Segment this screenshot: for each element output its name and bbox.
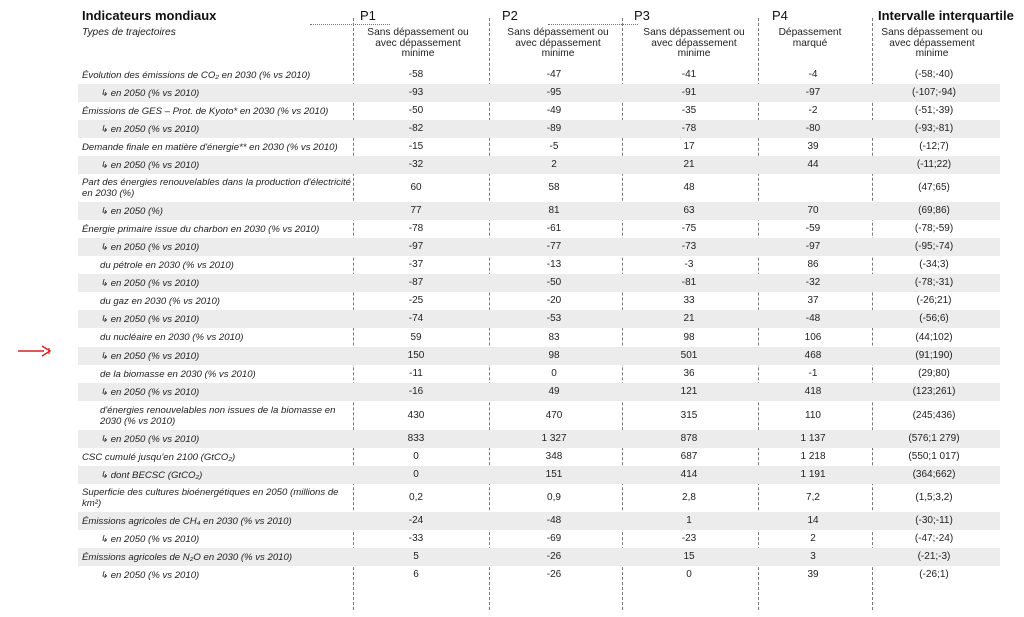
cell-p3: -35 xyxy=(681,105,697,116)
cell-p1: -82 xyxy=(408,123,424,134)
cell-p4: -97 xyxy=(805,87,821,98)
cell-p4: -2 xyxy=(808,105,818,116)
row-label: ↳ en 2050 (% vs 2010) xyxy=(100,433,200,445)
cell-iqr: (-30;-11) xyxy=(915,515,953,526)
cell-iqr: (-93;-81) xyxy=(914,123,954,134)
cell-iqr: (-56;6) xyxy=(919,313,949,324)
row-label: Émissions agricoles de CH₄ en 2030 (% vs 2010) xyxy=(82,515,292,527)
cell-iqr: (-107;-94) xyxy=(912,87,956,98)
cell-p3: 315 xyxy=(680,409,698,421)
row-label: ↳ en 2050 (% vs 2010) xyxy=(100,159,200,171)
cell-p3: 121 xyxy=(680,386,698,397)
cell-p1: -97 xyxy=(408,241,424,252)
col-header-iqr: Intervalle interquartile xyxy=(878,8,1014,23)
cell-iqr: (-78;-59) xyxy=(914,223,954,234)
cell-iqr: (123;261) xyxy=(912,386,956,397)
cell-iqr: (47;65) xyxy=(918,182,950,193)
indicator-table xyxy=(78,0,1022,617)
cell-p2: 0 xyxy=(551,368,557,379)
cell-p1: -87 xyxy=(408,277,424,288)
cell-p3: 63 xyxy=(683,205,695,216)
cell-p1: 59 xyxy=(410,331,422,343)
cell-p4: -80 xyxy=(805,123,821,134)
cell-p3: 33 xyxy=(683,295,695,306)
cell-p2: -69 xyxy=(546,533,562,544)
cell-p1: 0 xyxy=(413,469,419,480)
row-label: ↳ en 2050 (% vs 2010) xyxy=(100,123,200,135)
row-label: ↳ en 2050 (% vs 2010) xyxy=(100,386,200,398)
cell-p3: 21 xyxy=(683,159,695,170)
row-label: ↳ en 2050 (% vs 2010) xyxy=(100,87,200,99)
row-label: Énergie primaire issue du charbon en 2030 (% vs 2010) xyxy=(82,223,320,235)
cell-p3: 98 xyxy=(683,331,695,343)
cell-p2: -77 xyxy=(546,241,562,252)
cell-p3: 501 xyxy=(680,350,698,361)
cell-p3: 687 xyxy=(680,451,698,462)
cell-p3: -81 xyxy=(681,277,697,288)
cell-p2: 83 xyxy=(548,331,560,343)
cell-p2: -26 xyxy=(546,569,562,580)
cell-iqr: (91;190) xyxy=(915,350,953,361)
cell-p1: 77 xyxy=(410,205,422,216)
cell-p4: -32 xyxy=(805,277,821,288)
p4-subheader: Dépassement marqué xyxy=(778,27,842,49)
cell-iqr: (-34;3) xyxy=(919,259,949,270)
cell-p1: -74 xyxy=(408,313,424,324)
cell-p4: -97 xyxy=(805,241,821,252)
cell-p2: 58 xyxy=(548,182,560,193)
table-title: Indicateurs mondiaux xyxy=(82,8,217,23)
cell-p3: 17 xyxy=(683,141,695,152)
cell-p1: 150 xyxy=(407,350,425,361)
row-label: ↳ en 2050 (% vs 2010) xyxy=(100,533,200,545)
cell-p3: 21 xyxy=(683,313,695,324)
cell-p4: 37 xyxy=(807,295,819,306)
row-label: de la biomasse en 2030 (% vs 2010) xyxy=(100,368,256,380)
row-label: ↳ en 2050 (% vs 2010) xyxy=(100,569,200,581)
p1-subheader: Sans dépassement ou avec dépassement minime xyxy=(367,27,469,59)
cell-p2: 470 xyxy=(545,409,563,421)
cell-p1: -32 xyxy=(408,159,424,170)
cell-p3: -78 xyxy=(681,123,697,134)
cell-p3: 0 xyxy=(686,569,692,580)
cell-p3: 15 xyxy=(683,551,695,562)
cell-p2: 151 xyxy=(545,469,563,480)
cell-p4: -48 xyxy=(805,313,821,324)
cell-p3: 878 xyxy=(680,433,698,444)
row-label: ↳ en 2050 (%) xyxy=(100,205,163,217)
cell-iqr: (245;436) xyxy=(912,409,956,421)
cell-p2: -47 xyxy=(546,69,562,80)
cell-p4: -1 xyxy=(808,368,818,379)
cell-p4: 106 xyxy=(804,331,822,343)
cell-p3: -23 xyxy=(681,533,697,544)
cell-iqr: (-95;-74) xyxy=(914,241,954,252)
col-header-p4: P4 xyxy=(772,8,788,23)
cell-p4: 1 191 xyxy=(800,469,826,480)
cell-p1: -11 xyxy=(409,368,423,379)
row-label: Part des énergies renouvelables dans la production d'électricité en 2030 (%) xyxy=(82,177,352,199)
cell-p1: -33 xyxy=(408,533,424,544)
cell-p4: 7,2 xyxy=(806,492,820,503)
cell-p4: 39 xyxy=(807,569,819,580)
cell-p3: 414 xyxy=(680,469,698,480)
cell-iqr: (-26;21) xyxy=(916,295,952,306)
cell-iqr: (-21;-3) xyxy=(917,551,951,562)
row-label: ↳ en 2050 (% vs 2010) xyxy=(100,350,200,362)
cell-iqr: (44;102) xyxy=(915,331,953,343)
cell-p1: 430 xyxy=(407,409,425,421)
cell-p4: 468 xyxy=(804,350,822,361)
cell-p2: -49 xyxy=(546,105,562,116)
cell-p2: 1 327 xyxy=(541,433,567,444)
row-label: Évolution des émissions de CO₂ en 2030 (% vs 2010) xyxy=(82,69,311,81)
p2-subheader: Sans dépassement ou avec dépassement minime xyxy=(507,27,609,59)
cell-p1: 5 xyxy=(413,551,419,562)
cell-p3: -41 xyxy=(681,69,697,80)
row-label: ↳ dont BECSC (GtCO₂) xyxy=(100,469,203,481)
cell-p3: -73 xyxy=(681,241,697,252)
cell-iqr: (364;662) xyxy=(912,469,956,480)
cell-p1: -58 xyxy=(408,69,424,80)
header-rule xyxy=(310,24,390,25)
cell-p2: 49 xyxy=(548,386,560,397)
cell-p2: -50 xyxy=(546,277,562,288)
row-label: du nucléaire en 2030 (% vs 2010) xyxy=(100,332,244,343)
cell-p1: 60 xyxy=(410,182,422,193)
cell-p3: -91 xyxy=(681,87,697,98)
col-header-p3: P3 xyxy=(634,8,650,23)
iqr-subheader: Sans dépassement ou avec dépassement minime xyxy=(881,27,983,59)
cell-p1: 0 xyxy=(413,451,419,462)
cell-p1: -50 xyxy=(408,105,424,116)
cell-iqr: (576;1 279) xyxy=(908,433,960,444)
row-label: Superficie des cultures bioénergétiques en 2050 (millions de km²) xyxy=(82,487,339,509)
row-label: Émissions de GES – Prot. de Kyoto* en 2030 (% vs 2010) xyxy=(82,105,329,117)
types-label: Types de trajectoires xyxy=(82,27,176,38)
cell-p2: 348 xyxy=(545,451,563,462)
cell-p1: -93 xyxy=(408,87,424,98)
cell-iqr: (-11;22) xyxy=(916,159,952,170)
cell-p4: 44 xyxy=(807,159,819,170)
col-header-p2: P2 xyxy=(502,8,518,23)
row-label: ↳ en 2050 (% vs 2010) xyxy=(100,313,200,325)
cell-p4: 1 137 xyxy=(800,433,826,444)
handwritten-arrow-icon xyxy=(16,345,56,357)
cell-iqr: (-78;-31) xyxy=(914,277,954,288)
cell-p2: 0,9 xyxy=(547,492,561,503)
cell-iqr: (-58;-40) xyxy=(914,69,954,80)
cell-p2: -95 xyxy=(546,87,562,98)
row-label: Demande finale en matière d'énergie** en 2030 (% vs 2010) xyxy=(82,141,338,153)
row-label: CSC cumulé jusqu'en 2100 (GtCO₂) xyxy=(82,451,236,463)
cell-iqr: (1,5;3,2) xyxy=(915,492,953,503)
cell-p1: -37 xyxy=(408,259,424,270)
cell-iqr: (29;80) xyxy=(918,368,950,379)
cell-p4: 14 xyxy=(807,515,819,526)
cell-p3: 2,8 xyxy=(682,492,696,503)
cell-p2: -26 xyxy=(546,551,562,562)
cell-p4: 86 xyxy=(807,259,819,270)
cell-iqr: (-26;1) xyxy=(919,569,949,580)
cell-iqr: (-12;7) xyxy=(919,141,949,152)
row-label: d'énergies renouvelables non issues de la biomasse en 2030 (% vs 2010) xyxy=(100,404,336,427)
cell-p1: -16 xyxy=(408,386,424,397)
cell-p2: 2 xyxy=(551,159,557,170)
header-rule xyxy=(548,24,638,25)
cell-p4: 110 xyxy=(805,409,821,421)
cell-p4: 1 218 xyxy=(800,451,826,462)
cell-p4: -59 xyxy=(805,223,821,234)
cell-p4: 3 xyxy=(810,551,816,562)
cell-p4: 39 xyxy=(807,141,819,152)
cell-p2: -5 xyxy=(549,141,559,152)
cell-p2: -20 xyxy=(546,295,562,306)
cell-p2: -53 xyxy=(546,313,562,324)
cell-p3: -75 xyxy=(681,223,697,234)
row-label: ↳ en 2050 (% vs 2010) xyxy=(100,241,200,253)
cell-iqr: (69;86) xyxy=(918,205,950,216)
cell-p2: -13 xyxy=(546,259,562,270)
cell-p3: 48 xyxy=(683,182,695,193)
cell-p1: 6 xyxy=(413,569,419,580)
row-label: ↳ en 2050 (% vs 2010) xyxy=(100,277,200,289)
cell-p2: -89 xyxy=(546,123,562,134)
cell-iqr: (550;1 017) xyxy=(908,451,960,462)
cell-iqr: (-47;-24) xyxy=(914,533,954,544)
p3-subheader: Sans dépassement ou avec dépassement minime xyxy=(643,27,745,59)
cell-p4: 418 xyxy=(804,386,822,397)
cell-p3: 36 xyxy=(683,368,695,379)
cell-p1: -15 xyxy=(408,141,424,152)
cell-p4: 2 xyxy=(810,533,816,544)
cell-p1: 0,2 xyxy=(409,492,423,503)
cell-p4: -4 xyxy=(808,69,818,80)
cell-p3: 1 xyxy=(686,515,692,526)
row-label: Émissions agricoles de N₂O en 2030 (% vs 2010) xyxy=(82,551,293,563)
cell-p1: -25 xyxy=(408,295,424,306)
row-label: du pétrole en 2030 (% vs 2010) xyxy=(100,259,234,271)
col-header-p1: P1 xyxy=(360,8,376,23)
cell-p2: -48 xyxy=(546,515,562,526)
cell-p4: 70 xyxy=(807,205,819,216)
cell-p3: -3 xyxy=(684,259,694,270)
cell-p1: -78 xyxy=(408,223,424,234)
cell-iqr: (-51;-39) xyxy=(914,105,954,116)
cell-p2: -61 xyxy=(546,223,562,234)
cell-p2: 98 xyxy=(548,350,560,361)
row-label: du gaz en 2030 (% vs 2010) xyxy=(100,295,221,307)
cell-p1: 833 xyxy=(407,433,425,444)
cell-p1: -24 xyxy=(408,515,424,526)
cell-p2: 81 xyxy=(548,205,560,216)
